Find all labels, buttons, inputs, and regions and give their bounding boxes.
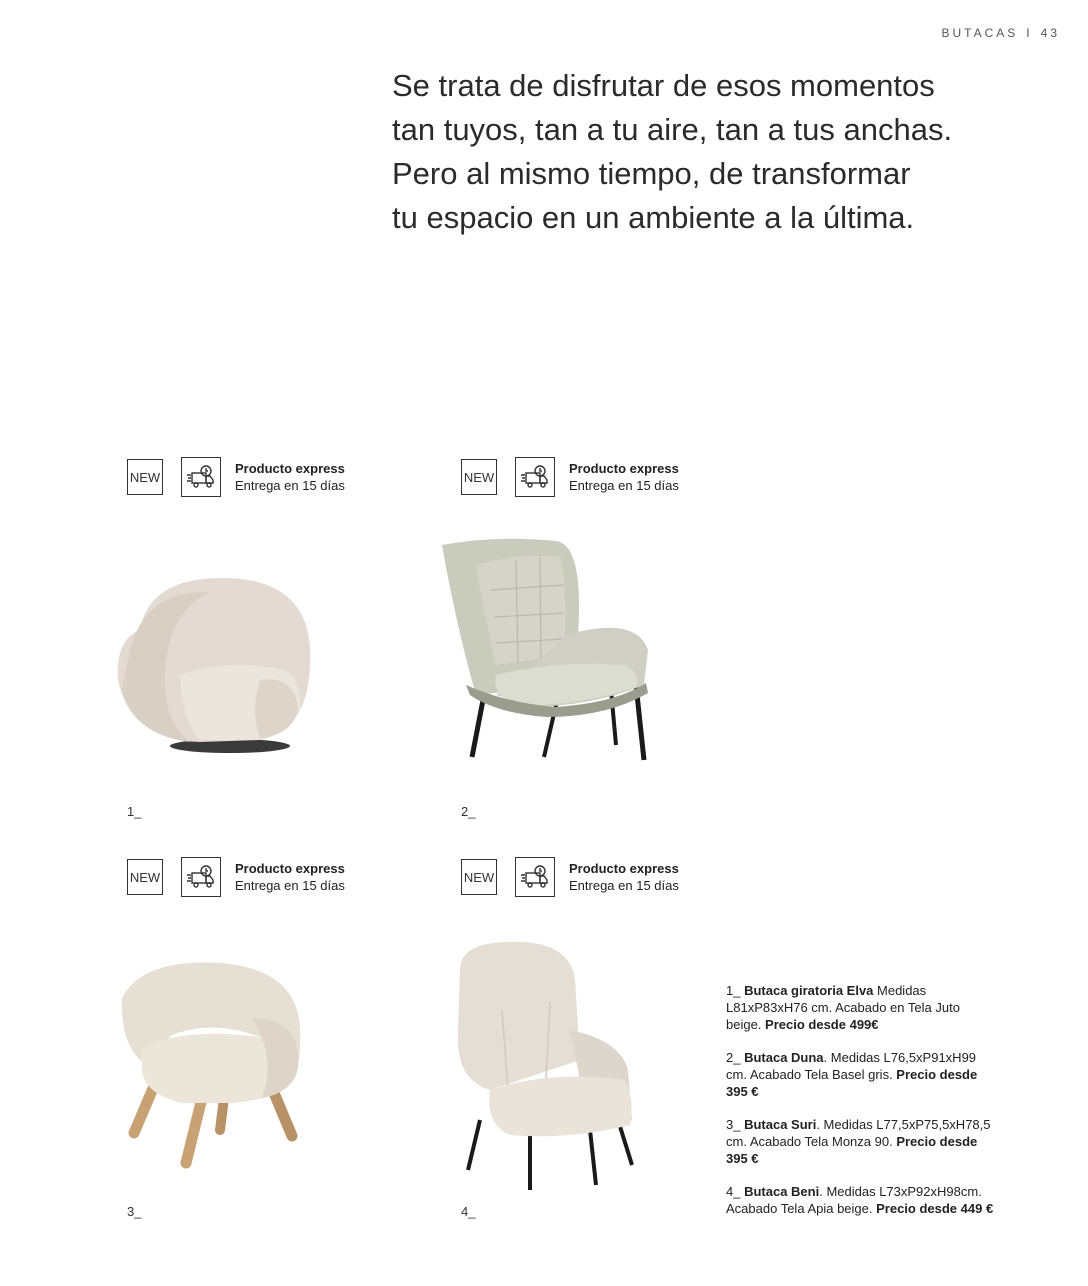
detail-price: Precio desde 449 € (876, 1201, 994, 1216)
detail-name: Butaca Beni (744, 1184, 820, 1199)
product-detail-3 (726, 1116, 996, 1167)
product-number-4: 4_ (461, 1204, 476, 1219)
express-truck-icon (515, 857, 555, 897)
intro-line: Se trata de disfrutar de esos momentos (392, 68, 935, 103)
product-badges-1 (127, 457, 345, 497)
chair-beni-image (450, 940, 645, 1195)
express-title: Producto express (569, 461, 679, 476)
express-truck-icon (515, 457, 555, 497)
detail-price: Precio desde 395 € (726, 1067, 978, 1099)
express-label (569, 460, 679, 494)
new-badge: NEW (127, 459, 163, 495)
intro-line: Pero al mismo tiempo, de transformar (392, 156, 911, 191)
express-truck-icon (181, 457, 221, 497)
new-badge: NEW (461, 459, 497, 495)
chair-elva-image (110, 570, 330, 760)
intro-line: tan tuyos, tan a tu aire, tan a tus anchas. (392, 112, 953, 147)
detail-index: 4_ (726, 1184, 745, 1199)
detail-specs: . Medidas L77,5xP75,5xH78,5 cm. Acabado Tela Monza 90. (726, 1117, 991, 1149)
page-header (942, 26, 1061, 40)
chair-duna-image (436, 535, 666, 765)
express-title: Producto express (235, 861, 345, 876)
product-detail-1 (726, 982, 996, 1033)
product-details (726, 982, 996, 1233)
detail-name: Butaca Suri (744, 1117, 817, 1132)
detail-index: 3_ (726, 1117, 745, 1132)
product-number-1: 1_ (127, 804, 142, 819)
chair-suri-image (122, 962, 300, 1163)
express-label (569, 860, 679, 894)
new-badge: NEW (127, 859, 163, 895)
intro-line: tu espacio en un ambiente a la última. (392, 200, 915, 235)
product-badges-3 (127, 857, 345, 897)
detail-name: Butaca giratoria Elva (744, 983, 874, 998)
detail-index: 1_ (726, 983, 745, 998)
express-label (235, 860, 345, 894)
detail-index: 2_ (726, 1050, 745, 1065)
new-badge: NEW (461, 859, 497, 895)
express-truck-icon (181, 857, 221, 897)
page-number: 43 (1040, 26, 1060, 40)
express-title: Producto express (235, 461, 345, 476)
detail-name: Butaca Duna (744, 1050, 824, 1065)
express-subtitle: Entrega en 15 días (569, 878, 679, 893)
product-detail-2 (726, 1049, 996, 1100)
express-title: Producto express (569, 861, 679, 876)
header-separator: I (1026, 26, 1033, 40)
express-subtitle: Entrega en 15 días (235, 878, 345, 893)
detail-specs: Medidas L81xP83xH76 cm. Acabado en Tela Juto beige. (726, 983, 960, 1032)
detail-price: Precio desde 395 € (726, 1134, 978, 1166)
product-number-2: 2_ (461, 804, 476, 819)
product-detail-4 (726, 1183, 996, 1217)
express-subtitle: Entrega en 15 días (235, 478, 345, 493)
express-subtitle: Entrega en 15 días (569, 478, 679, 493)
detail-price: Precio desde 499€ (765, 1017, 879, 1032)
express-label (235, 460, 345, 494)
section-title: BUTACAS (941, 26, 1019, 40)
product-badges-2 (461, 457, 679, 497)
product-number-3: 3_ (127, 1204, 142, 1219)
detail-specs: . Medidas L76,5xP91xH99 cm. Acabado Tela Basel gris. (726, 1050, 977, 1082)
intro-text (392, 64, 1032, 240)
detail-specs: . Medidas L73xP92xH98cm. Acabado Tela Apia beige. (726, 1184, 982, 1216)
product-badges-4 (461, 857, 679, 897)
